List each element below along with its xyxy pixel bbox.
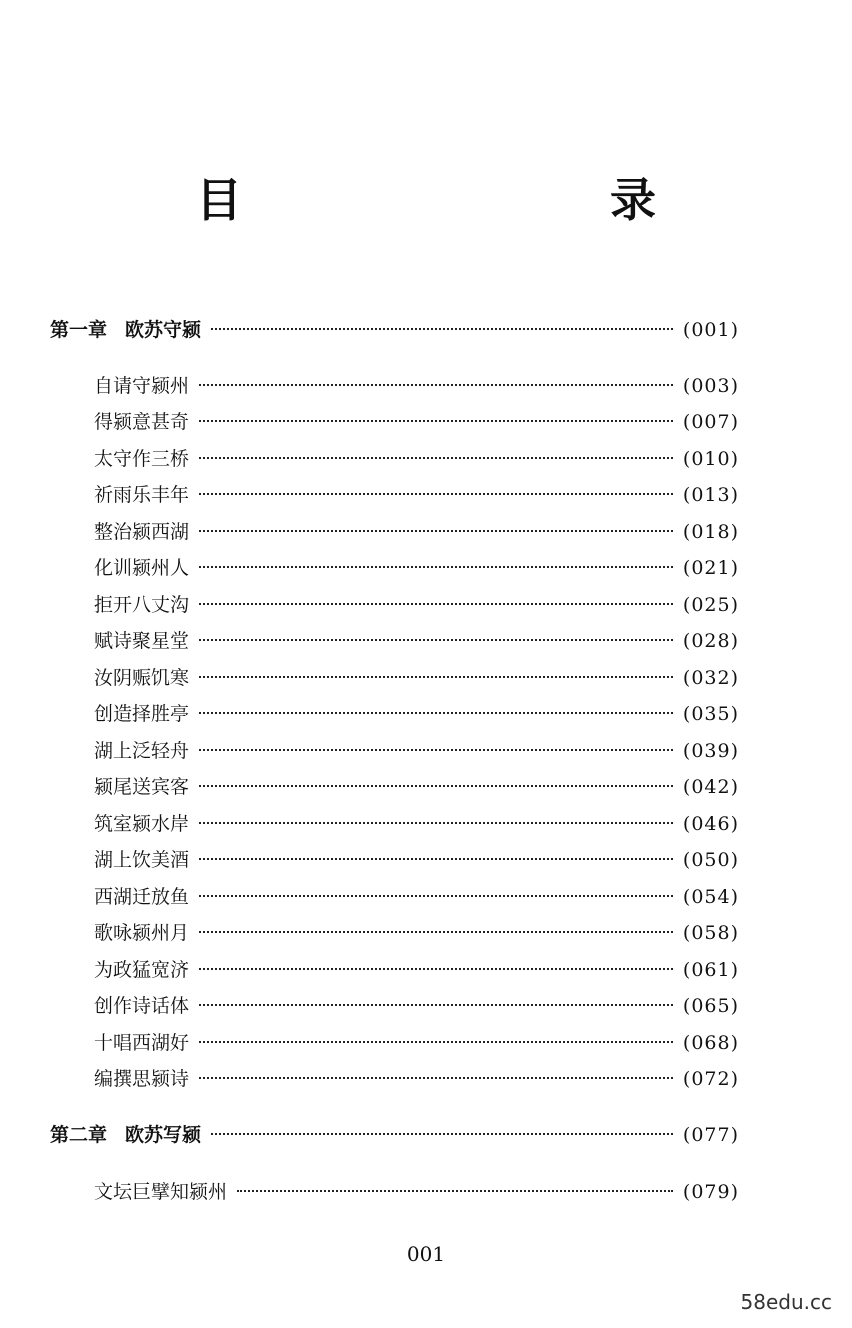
section-title: 湖上饮美酒 [94,849,190,871]
section-title: 文坛巨擘知颍州 [94,1181,228,1203]
chapter-number: 第一章 [50,319,108,341]
toc-section [94,846,739,874]
leader-dots [199,530,673,532]
watermark: 58edu.cc [740,1290,832,1314]
page-number: (021) [682,557,739,579]
toc-section [94,773,739,801]
page-number: (010) [682,448,739,470]
section-title: 西湖迁放鱼 [94,886,190,908]
toc-section [94,664,739,692]
page-number: (018) [682,521,739,543]
page-number: (042) [682,776,739,798]
page-number: (007) [682,411,739,433]
leader-dots [199,858,673,860]
leader-dots [211,1133,673,1135]
leader-dots [237,1190,673,1192]
chapter-title: 欧苏写颍 [125,1124,202,1146]
toc-section [94,956,739,984]
page-number: (028) [682,630,739,652]
page-number: (032) [682,667,739,689]
toc-section [94,919,739,947]
page-number: (079) [682,1181,739,1203]
toc-section [94,1029,739,1057]
page-number: (003) [682,375,739,397]
leader-dots [199,566,673,568]
toc-section [94,481,739,509]
section-title: 赋诗聚星堂 [94,630,190,652]
page-number: (077) [682,1124,739,1146]
toc-chapter-2 [50,1121,739,1149]
leader-dots [199,822,673,824]
page-number: (068) [682,1032,739,1054]
section-title: 十唱西湖好 [94,1032,190,1054]
page-number: (046) [682,813,739,835]
section-title: 筑室颍水岸 [94,813,190,835]
toc-section [94,1178,739,1206]
leader-dots [199,931,673,933]
toc-section [94,518,739,546]
leader-dots [199,639,673,641]
section-title: 湖上泛轻舟 [94,740,190,762]
chapter-number: 第二章 [50,1124,108,1146]
page-number: (035) [682,703,739,725]
page-number: (039) [682,740,739,762]
page-number: (054) [682,886,739,908]
leader-dots [199,712,673,714]
page-number: (050) [682,849,739,871]
leader-dots [199,1004,673,1006]
section-title: 祈雨乐丰年 [94,484,190,506]
toc-section [94,737,739,765]
leader-dots [199,749,673,751]
section-title: 编撰思颍诗 [94,1068,190,1090]
page-number: (058) [682,922,739,944]
section-title: 颍尾送宾客 [94,776,190,798]
toc-section [94,627,739,655]
page-number: (025) [682,594,739,616]
leader-dots [199,785,673,787]
page-number: (072) [682,1068,739,1090]
leader-dots [199,420,673,422]
section-title: 创作诗话体 [94,995,190,1017]
leader-dots [199,676,673,678]
section-title: 拒开八丈沟 [94,594,190,616]
leader-dots [211,328,673,330]
toc-section [94,992,739,1020]
section-title: 创造择胜亭 [94,703,190,725]
leader-dots [199,1041,673,1043]
section-title: 太守作三桥 [94,448,190,470]
leader-dots [199,603,673,605]
section-title: 自请守颍州 [94,375,190,397]
section-title: 歌咏颍州月 [94,922,190,944]
leader-dots [199,895,673,897]
toc-section [94,554,739,582]
toc-section [94,700,739,728]
page-number: (065) [682,995,739,1017]
toc-section [94,445,739,473]
page-number: (061) [682,959,739,981]
toc-chapter-1 [50,316,739,344]
leader-dots [199,457,673,459]
leader-dots [199,493,673,495]
toc-section [94,408,739,436]
toc-section [94,372,739,400]
section-title: 整治颍西湖 [94,521,190,543]
leader-dots [199,968,673,970]
leader-dots [199,384,673,386]
page-title: 目 录 [196,173,748,227]
section-title: 为政猛宽济 [94,959,190,981]
toc-section [94,1065,739,1093]
leader-dots [199,1077,673,1079]
toc-section [94,591,739,619]
section-title: 化训颍州人 [94,557,190,579]
section-title: 汝阴赈饥寒 [94,667,190,689]
toc-section [94,810,739,838]
page-number: (013) [682,484,739,506]
footer-page-number: 001 [406,1242,446,1266]
chapter-title: 欧苏守颍 [125,319,202,341]
page-number: (001) [682,319,739,341]
toc-section [94,883,739,911]
section-title: 得颍意甚奇 [94,411,190,433]
